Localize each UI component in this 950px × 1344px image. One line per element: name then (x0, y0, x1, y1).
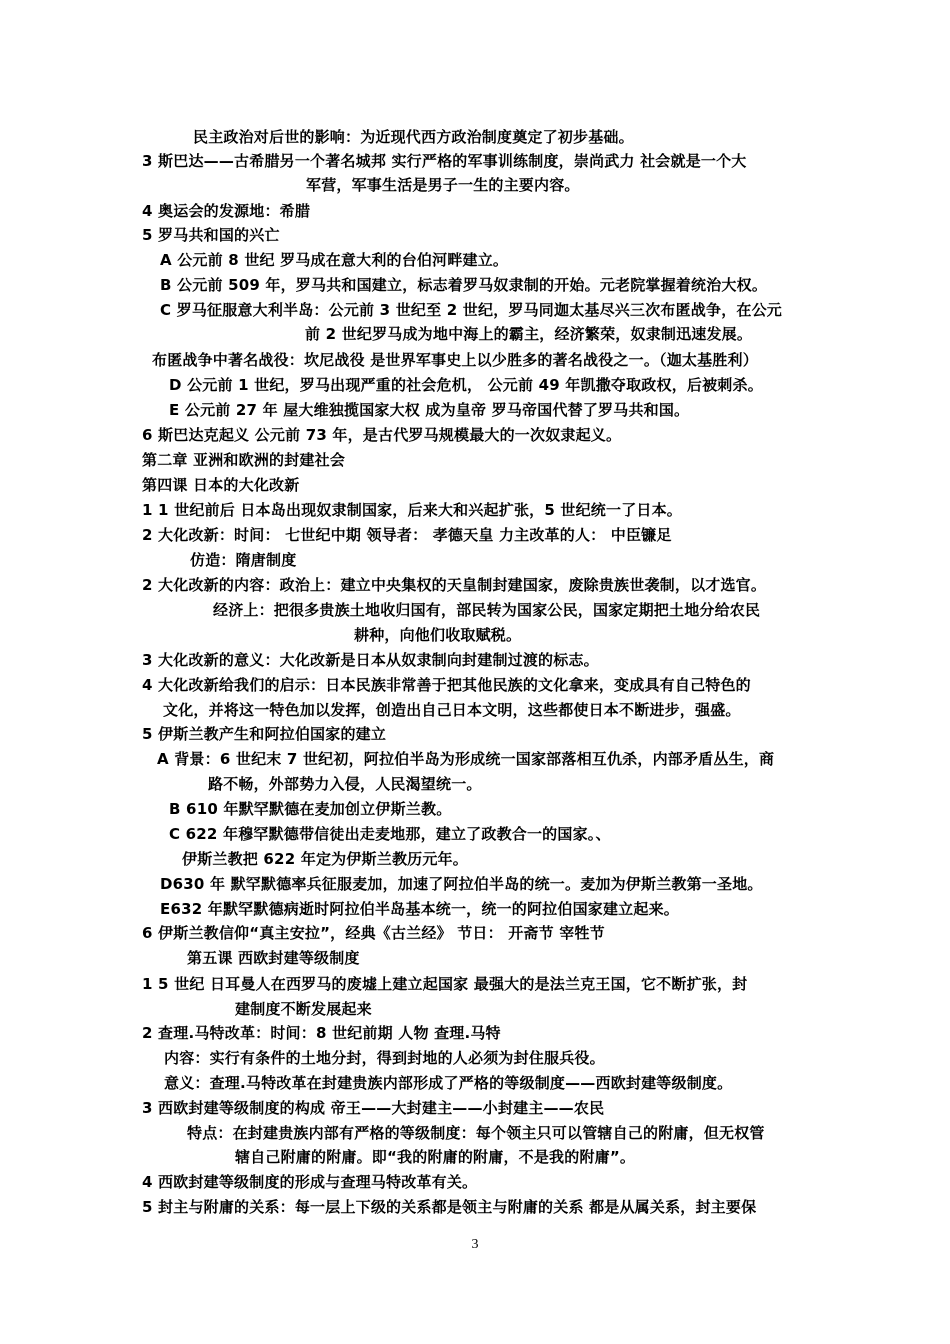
text-line: 3 西欧封建等级制度的构成 帝王——大封建主——小封建主——农民 (142, 1099, 605, 1117)
text-line: 民主政治对后世的影响：为近现代西方政治制度奠定了初步基础。 (193, 128, 634, 146)
text-line: 军营，军事生活是男子一生的主要内容。 (306, 176, 580, 194)
text-line: 6 斯巴达克起义 公元前 73 年，是古代罗马规模最大的一次奴隶起义。 (142, 426, 622, 444)
text-line: 5 封主与附庸的关系：每一层上下级的关系都是领主与附庸的关系 都是从属关系，封主要保 (142, 1198, 757, 1216)
text-line: A 背景：6 世纪末 7 世纪初，阿拉伯半岛为形成统一国家部落相互仇杀，内部矛盾丛生，商 (157, 750, 775, 768)
text-line: C 622 年穆罕默德带信徒出走麦地那，建立了政教合一的国家。、 (169, 825, 611, 843)
section-heading: 第四课 日本的大化改新 (142, 476, 300, 494)
text-line: 路不畅，外部势力入侵，人民渴望统一。 (208, 775, 482, 793)
text-line: B 610 年默罕默德在麦加创立伊斯兰教。 (169, 800, 452, 818)
text-line: 2 大化改新的内容：政治上：建立中央集权的天皇制封建国家，废除贵族世袭制，以才选官。 (142, 576, 767, 594)
text-line: D 公元前 1 世纪，罗马出现严重的社会危机， 公元前 49 年凯撒夺取政权，后被刺杀。 (169, 376, 763, 394)
text-line: C 罗马征服意大利半岛：公元前 3 世纪至 2 世纪，罗马同迦太基尽兴三次布匿战争，在公元 (160, 301, 782, 319)
text-line: 5 伊斯兰教产生和阿拉伯国家的建立 (142, 725, 387, 743)
text-line: 1 5 世纪 日耳曼人在西罗马的废墟上建立起国家 最强大的是法兰克王国，它不断扩张，封 (142, 975, 748, 993)
text-line: 建制度不断发展起来 (235, 1000, 372, 1018)
text-line: 6 伊斯兰教信仰“真主安拉”，经典《古兰经》 节日： 开斋节 宰牲节 (142, 924, 605, 942)
text-line: 3 大化改新的意义：大化改新是日本从奴隶制向封建制过渡的标志。 (142, 651, 599, 669)
text-line: 布匿战争中著名战役：坎尼战役 是世界军事史上以少胜多的著名战役之一。（迦太基胜利） (152, 351, 758, 369)
text-line: 仿造：隋唐制度 (190, 551, 297, 569)
text-line: 1 1 世纪前后 日本岛出现奴隶制国家，后来大和兴起扩张，5 世纪统一了日本。 (142, 501, 683, 519)
text-line: A 公元前 8 世纪 罗马成在意大利的台伯河畔建立。 (160, 251, 509, 269)
text-line: 特点：在封建贵族内部有严格的等级制度：每个领主只可以管辖自己的附庸，但无权管 (187, 1124, 765, 1142)
text-line: 耕种，向他们收取赋税。 (354, 626, 522, 644)
text-line: 4 奥运会的发源地：希腊 (142, 202, 311, 220)
text-line: 4 大化改新给我们的启示：日本民族非常善于把其他民族的文化拿来，变成具有自己特色的 (142, 676, 751, 694)
text-line: 文化，并将这一特色加以发挥，创造出自己日本文明，这些都使日本不断进步，强盛。 (163, 701, 741, 719)
text-line: B 公元前 509 年，罗马共和国建立，标志着罗马奴隶制的开始。元老院掌握着统治大权。 (160, 276, 768, 294)
text-line: D630 年 默罕默德率兵征服麦加，加速了阿拉伯半岛的统一。麦加为伊斯兰教第一圣地。 (160, 875, 763, 893)
text-line: E632 年默罕默德病逝时阿拉伯半岛基本统一，统一的阿拉伯国家建立起来。 (160, 900, 679, 918)
text-line: 辖自己附庸的附庸。即“我的附庸的附庸，不是我的附庸”。 (235, 1148, 636, 1166)
section-heading: 第五课 西欧封建等级制度 (187, 949, 360, 967)
section-heading: 第二章 亚洲和欧洲的封建社会 (142, 451, 346, 469)
text-line: 3 斯巴达——古希腊另一个著名城邦 实行严格的军事训练制度，崇尚武力 社会就是一个大 (142, 152, 747, 170)
page-number: 3 (471, 1237, 479, 1252)
text-line: 5 罗马共和国的兴亡 (142, 226, 280, 244)
text-line: 意义：查理.马特改革在封建贵族内部形成了严格的等级制度——西欧封建等级制度。 (164, 1074, 733, 1092)
text-line: 前 2 世纪罗马成为地中海上的霸主，经济繁荣，奴隶制迅速发展。 (305, 325, 753, 343)
text-line: 2 查理.马特改革：时间：8 世纪前期 人物 查理.马特 (142, 1024, 501, 1042)
text-line: 伊斯兰教把 622 年定为伊斯兰教历元年。 (182, 850, 468, 868)
text-line: 4 西欧封建等级制度的形成与查理马特改革有关。 (142, 1173, 478, 1191)
text-line: 2 大化改新：时间： 七世纪中期 领导者： 孝德天皇 力主改革的人： 中臣镰足 (142, 526, 672, 544)
text-line: 内容：实行有条件的土地分封，得到封地的人必须为封住服兵役。 (164, 1049, 605, 1067)
text-line: 经济上：把很多贵族土地收归国有，部民转为国家公民，国家定期把土地分给农民 (213, 601, 761, 619)
text-line: E 公元前 27 年 屋大维独揽国家大权 成为皇帝 罗马帝国代替了罗马共和国。 (169, 401, 690, 419)
